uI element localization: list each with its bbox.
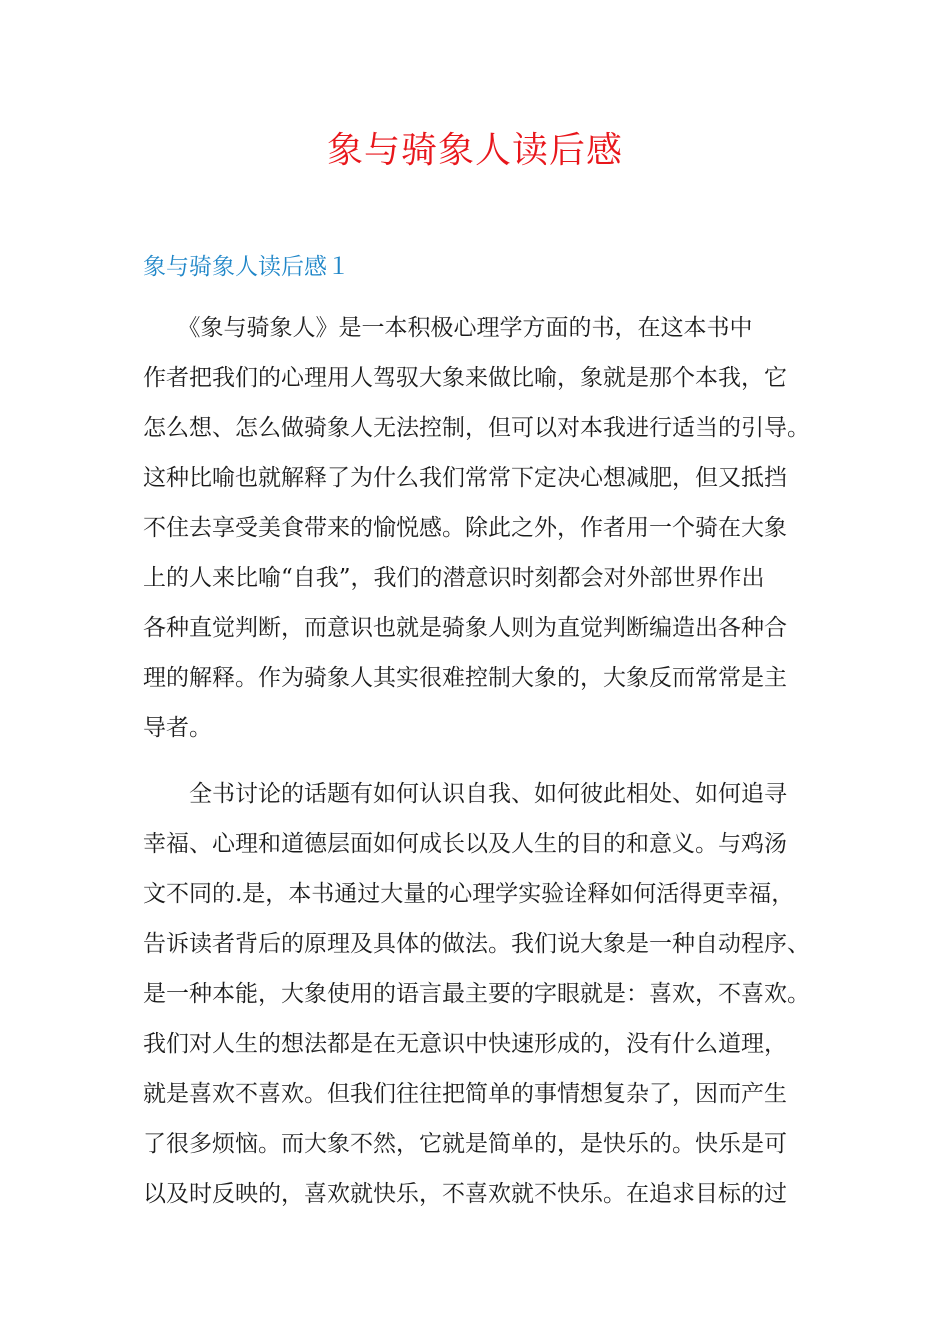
paragraph-1-text	[143, 303, 813, 753]
text-line: 导者。	[143, 715, 212, 741]
text-line: 全书讨论的话题有如何认识自我、如何彼此相处、如何追寻	[143, 781, 787, 807]
section-heading: 象与骑象人读后感１	[143, 254, 350, 280]
text-line: 各种直觉判断，而意识也就是骑象人则为直觉判断编造出各种合	[143, 615, 787, 641]
document-title: 象与骑象人读后感	[326, 130, 623, 171]
text-line: 是一种本能，大象使用的语言最主要的字眼就是：喜欢，不喜欢。	[143, 981, 810, 1007]
paragraph-2	[143, 769, 813, 1219]
text-line: 告诉读者背后的原理及具体的做法。我们说大象是一种自动程序、	[143, 931, 810, 957]
text-line: 了很多烦恼。而大象不然，它就是简单的，是快乐的。快乐是可	[143, 1131, 787, 1157]
text-line: 不住去享受美食带来的愉悦感。除此之外，作者用一个骑在大象	[143, 515, 787, 541]
paragraph-1	[143, 303, 813, 753]
text-line: 上的人来比喻“自我”，我们的潜意识时刻都会对外部世界作出	[143, 565, 765, 591]
text-line: 文不同的.是，本书通过大量的心理学实验诠释如何活得更幸福，	[143, 881, 795, 907]
text-line: 幸福、心理和道德层面如何成长以及人生的目的和意义。与鸡汤	[143, 831, 787, 857]
paragraph-2-text	[143, 769, 813, 1219]
text-line: 理的解释。作为骑象人其实很难控制大象的，大象反而常常是主	[143, 665, 787, 691]
text-line: 以及时反映的，喜欢就快乐，不喜欢就不快乐。在追求目标的过	[143, 1181, 787, 1207]
text-line: 作者把我们的心理用人驾驭大象来做比喻，象就是那个本我，它	[143, 365, 787, 391]
text-line: 就是喜欢不喜欢。但我们往往把简单的事情想复杂了，因而产生	[143, 1081, 787, 1107]
text-line: 我们对人生的想法都是在无意识中快速形成的，没有什么道理，	[143, 1031, 787, 1057]
text-line: 怎么想、怎么做骑象人无法控制，但可以对本我进行适当的引导。	[143, 415, 810, 441]
text-line: 《象与骑象人》是一本积极心理学方面的书，在这本书中	[143, 315, 753, 341]
text-line: 这种比喻也就解释了为什么我们常常下定决心想减肥，但又抵挡	[143, 465, 787, 491]
